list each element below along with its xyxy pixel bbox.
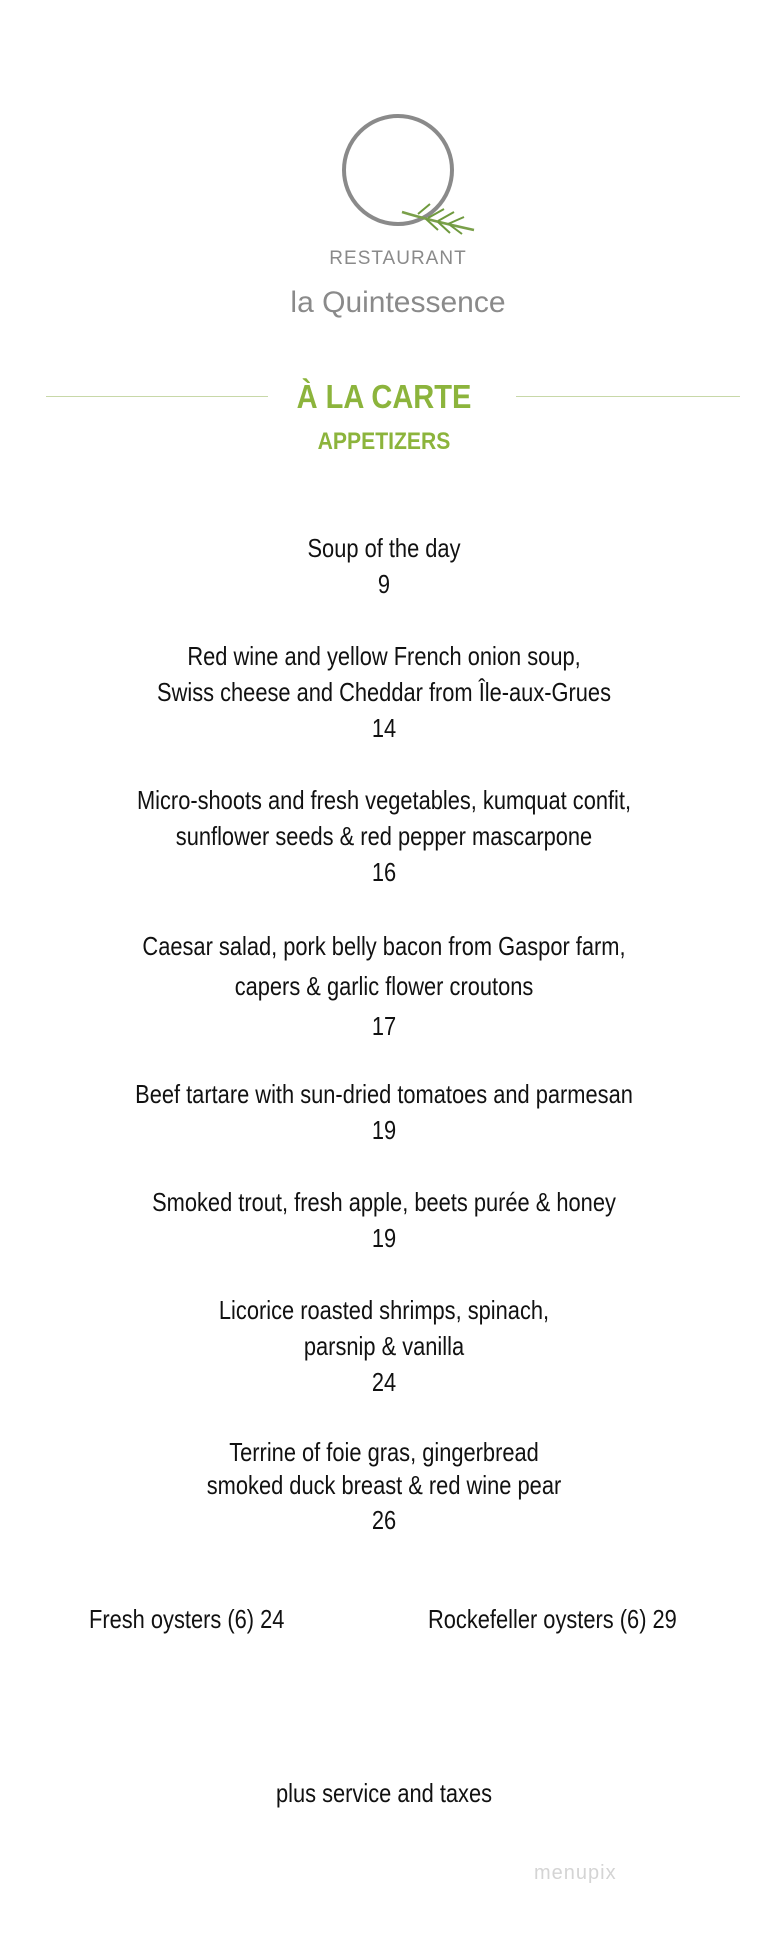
- menu-item: [61, 1292, 706, 1400]
- item-price: 14: [371, 713, 397, 743]
- item-description: parsnip & vanilla: [303, 1331, 465, 1361]
- item-price: 17: [371, 1011, 397, 1041]
- menu-item: [61, 530, 706, 602]
- item-description: capers & garlic flower croutons: [234, 971, 534, 1001]
- item-description: Smoked trout, fresh apple, beets purée & honey: [152, 1187, 616, 1217]
- item-description: Licorice roasted shrimps, spinach,: [218, 1295, 550, 1325]
- item-price: 24: [371, 1367, 397, 1397]
- service-taxes-note: plus service and taxes: [275, 1778, 493, 1808]
- menu-item: [61, 638, 706, 746]
- section-title: APPETIZERS: [317, 428, 451, 455]
- item-price: 19: [371, 1223, 397, 1253]
- menu-item: [61, 782, 706, 890]
- logo-restaurant-word: RESTAURANT: [329, 248, 467, 269]
- item-description: Caesar salad, pork belly bacon from Gaspor farm,: [142, 931, 626, 961]
- watermark: menupix: [534, 1862, 617, 1884]
- item-description: sunflower seeds & red pepper mascarpone: [175, 821, 593, 851]
- item-description: Red wine and yellow French onion soup,: [187, 641, 581, 671]
- item-description: smoked duck breast & red wine pear: [206, 1470, 562, 1500]
- item-price: 26: [371, 1505, 397, 1535]
- logo-restaurant-name: la Quintessence: [290, 286, 506, 319]
- item-description: Terrine of foie gras, gingerbread: [229, 1437, 539, 1467]
- item-price: 16: [371, 857, 397, 887]
- menu-item: [61, 926, 706, 1046]
- item-description: Beef tartare with sun-dried tomatoes and parmesan: [135, 1079, 633, 1109]
- item-description: Micro-shoots and fresh vegetables, kumquat confit,: [136, 785, 632, 815]
- rockefeller-oysters-item: Rockefeller oysters (6) 29: [428, 1604, 677, 1634]
- item-price: 19: [371, 1115, 397, 1145]
- item-description: Soup of the day: [307, 533, 461, 563]
- item-description: Swiss cheese and Cheddar from Île-aux-Grues: [157, 677, 611, 707]
- menu-title: À LA CARTE: [296, 378, 472, 415]
- fresh-oysters-item: Fresh oysters (6) 24: [89, 1604, 285, 1634]
- menu-item: [61, 1076, 706, 1148]
- item-price: 9: [377, 569, 391, 599]
- menu-item: [61, 1436, 706, 1538]
- menu-item: [61, 1184, 706, 1256]
- restaurant-logo: [278, 108, 518, 340]
